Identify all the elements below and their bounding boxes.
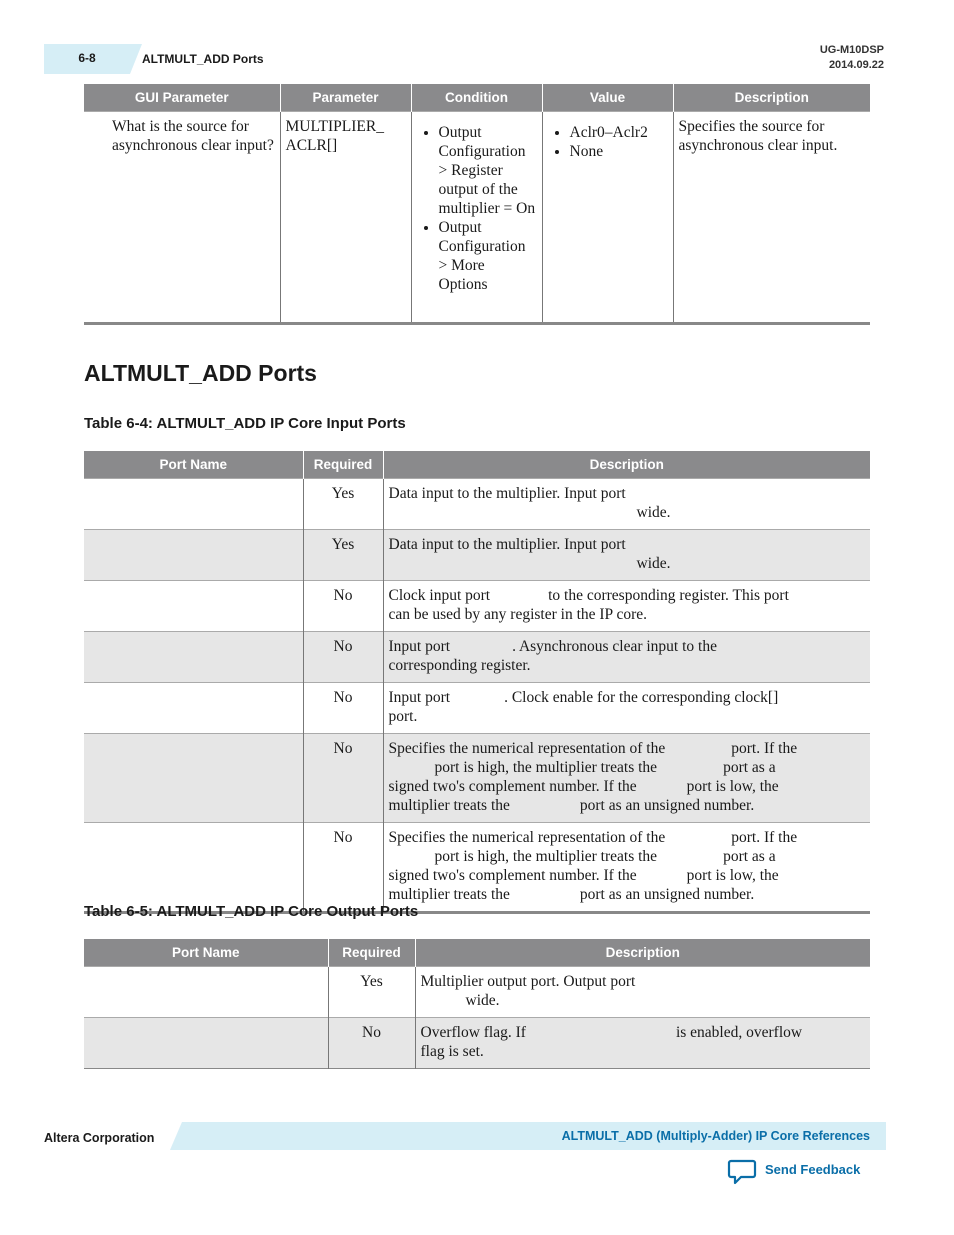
table-row — [84, 734, 870, 823]
output-table-caption: Table 6-5: ALTMULT_ADD IP Core Output Ports — [84, 903, 419, 920]
port-name-cell — [84, 530, 303, 581]
description-cell: Input port . Clock enable for the corresponding clock[] port. — [383, 683, 870, 734]
input-table-caption: Table 6-4: ALTMULT_ADD IP Core Input Ports — [84, 415, 406, 432]
port-name-cell — [84, 683, 303, 734]
gui-parameter-cell: What is the source for asynchronous clear input? — [84, 112, 280, 324]
footer-bar — [182, 1122, 886, 1150]
table-row — [84, 683, 870, 734]
port-name-cell — [84, 479, 303, 530]
document-date: 2014.09.22 — [828, 59, 884, 71]
document-id: UG-M10DSP — [819, 44, 884, 56]
table-row — [84, 479, 870, 530]
port-name-cell — [84, 823, 303, 913]
parameter-cell: MULTIPLIER_ ACLR[] — [280, 112, 411, 324]
condition-cell — [411, 112, 542, 324]
col-required: Required — [328, 939, 415, 967]
col-description: Description — [673, 84, 870, 112]
condition-item: • Output Configuration > More Options — [439, 218, 537, 294]
description-cell: Input port . Asynchronous clear input to the corresponding register. — [383, 632, 870, 683]
required-cell: No — [303, 581, 383, 632]
description-cell: Specifies the source for asynchronous clear input. — [673, 112, 870, 324]
col-required: Required — [303, 451, 383, 479]
page-number-tab — [44, 44, 130, 74]
description-cell: Specifies the numerical representation of the port. If the port is high, the multiplier treats the port as a signed two's complement number. If the port is low, the multiplier treats the port as an unsigned number. — [383, 734, 870, 823]
document-id-block — [820, 43, 884, 73]
col-description: Description — [415, 939, 870, 967]
table-row — [84, 823, 870, 913]
section-heading: ALTMULT_ADD Ports — [84, 360, 317, 386]
company-name: Altera Corporation — [44, 1131, 155, 1145]
input-ports-table — [84, 451, 870, 914]
send-feedback-link[interactable] — [727, 1158, 861, 1188]
col-parameter: Parameter — [280, 84, 411, 112]
port-name-cell — [84, 632, 303, 683]
description-cell: Specifies the numerical representation of the port. If the port is high, the multiplier treats the port as a signed two's complement number. If the port is low, the multiplier treats the port as an unsigned number. — [383, 823, 870, 913]
value-item: • None — [570, 142, 668, 161]
col-port-name: Port Name — [84, 451, 303, 479]
port-name-cell — [84, 1018, 328, 1069]
value-cell — [542, 112, 673, 324]
required-cell: No — [303, 734, 383, 823]
table-row — [84, 1018, 870, 1069]
description-cell: Multiplier output port. Output port wide. — [415, 967, 870, 1018]
chapter-link[interactable]: ALTMULT_ADD (Multiply-Adder) IP Core References — [561, 1129, 870, 1143]
port-name-cell — [84, 967, 328, 1018]
parameter-table — [84, 84, 870, 325]
send-feedback-label[interactable]: Send Feedback — [765, 1162, 861, 1177]
required-cell: No — [328, 1018, 415, 1069]
description-cell: Data input to the multiplier. Input port wide. — [383, 479, 870, 530]
col-value: Value — [542, 84, 673, 112]
table-row — [84, 967, 870, 1018]
col-condition: Condition — [411, 84, 542, 112]
output-ports-table — [84, 939, 870, 1069]
col-gui-parameter: GUI Parameter — [84, 84, 280, 112]
required-cell: No — [303, 823, 383, 913]
description-cell: Clock input port to the corresponding register. This port can be used by any register in the IP core. — [383, 581, 870, 632]
table-row — [84, 632, 870, 683]
description-cell: Overflow flag. If is enabled, overflow flag is set. — [415, 1018, 870, 1069]
table-row — [84, 530, 870, 581]
required-cell: No — [303, 683, 383, 734]
port-name-cell — [84, 734, 303, 823]
required-cell: Yes — [303, 530, 383, 581]
condition-item: • Output Configuration > Register output of the multiplier = On — [439, 123, 537, 218]
col-description: Description — [383, 451, 870, 479]
required-cell: Yes — [303, 479, 383, 530]
table-row — [84, 581, 870, 632]
col-port-name: Port Name — [84, 939, 328, 967]
description-cell: Data input to the multiplier. Input port wide. — [383, 530, 870, 581]
required-cell: No — [303, 632, 383, 683]
required-cell: Yes — [328, 967, 415, 1018]
running-header-title: ALTMULT_ADD Ports — [142, 52, 264, 66]
speech-bubble-icon — [727, 1158, 757, 1186]
port-name-cell — [84, 581, 303, 632]
page-number: 6-8 — [78, 51, 96, 65]
value-item: • Aclr0–Aclr2 — [570, 123, 668, 142]
